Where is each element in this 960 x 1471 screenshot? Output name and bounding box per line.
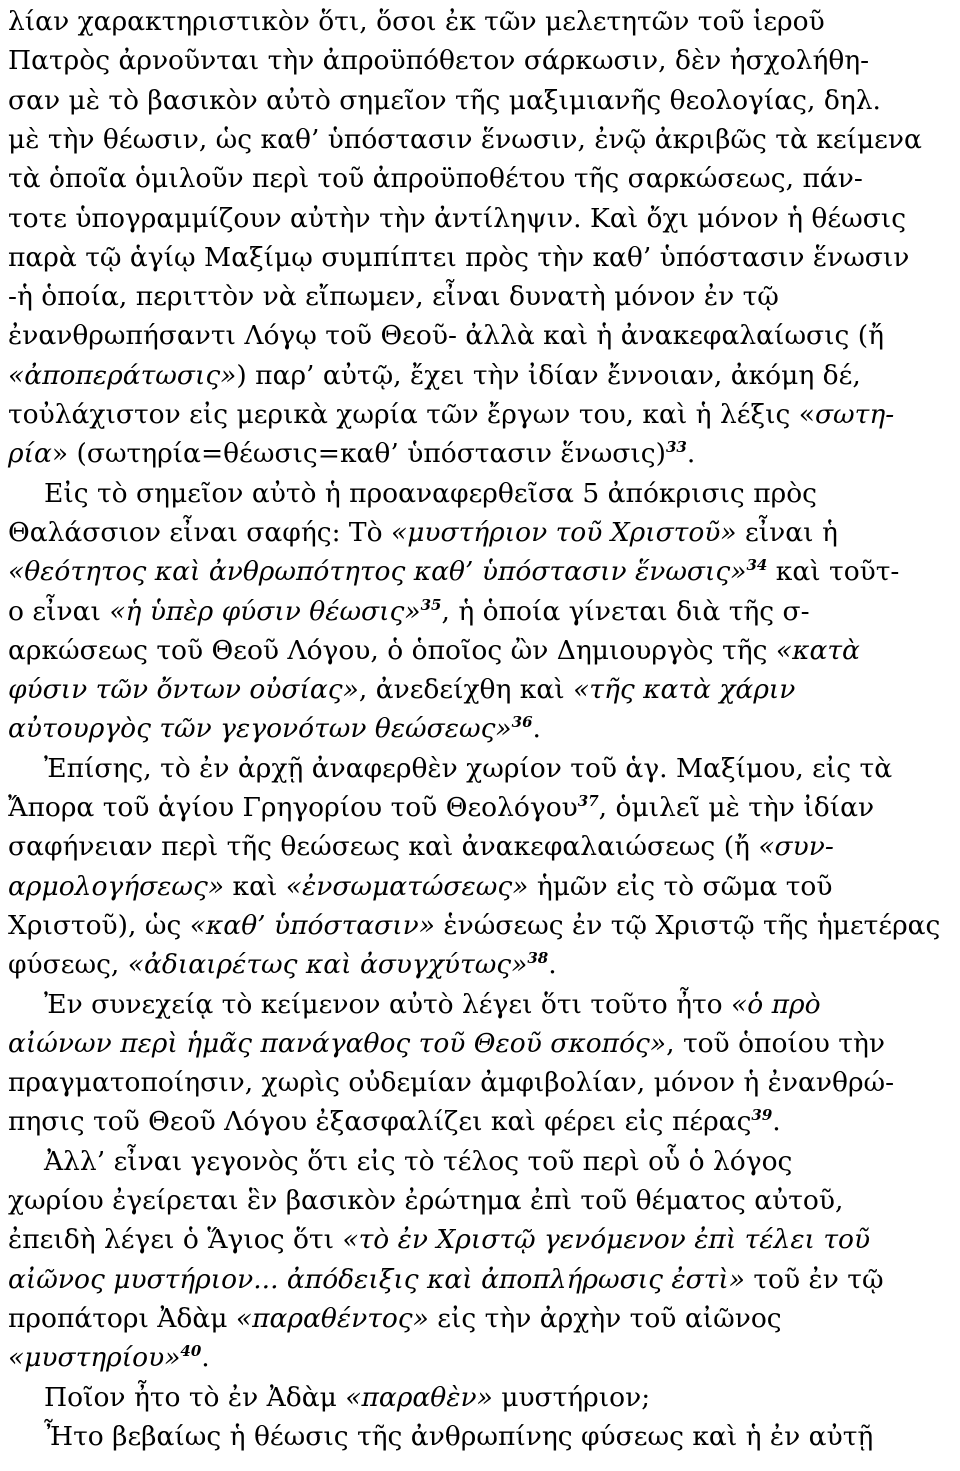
italic-text: «μυστηρίου» [8, 1342, 181, 1374]
text-run: Ποῖον ἦτο τὸ ἐν Ἀδὰμ [44, 1381, 346, 1413]
italic-text: αἰώνων περὶ ἡμᾶς πανάγαθος τοῦ Θεοῦ σκοπός» [8, 1027, 667, 1059]
text-run: πησις τοῦ Θεοῦ Λόγου ἐξασφαλίζει καὶ φέρει εἰς πέρας [8, 1106, 752, 1138]
italic-text: «καθ’ ὑπόστασιν» [189, 909, 435, 941]
text-run: σαν μὲ τὸ βασικὸν αὐτὸ σημεῖον τῆς μαξιμιανῆς θεολογίας, δηλ. [8, 84, 881, 116]
text-line [8, 120, 922, 160]
text-line [8, 238, 909, 278]
italic-text: «θεότητος καὶ ἀνθρωπότητος καθ’ ὑπόστασιν ἕνωσις» [8, 556, 747, 588]
text-run: . [201, 1342, 210, 1374]
text-run: . [548, 949, 557, 981]
italic-text: «ἀποπεράτωσις» [8, 359, 237, 391]
text-line [44, 474, 817, 514]
text-line [8, 827, 834, 867]
text-line [8, 1024, 885, 1064]
text-line [8, 41, 869, 81]
text-line [8, 1063, 894, 1103]
text-line [44, 749, 892, 789]
text-run: , ἡ ὁποία γίνεται διὰ τῆς σ- [441, 595, 810, 627]
text-line [8, 1299, 782, 1339]
text-run: πραγματοποίησιν, χωρὶς οὐδεμίαν ἀμφιβολίαν, μόνον ἡ ἐνανθρώ- [8, 1067, 895, 1099]
text-run: . [772, 1106, 781, 1138]
text-run: ἐνανθρωπήσαντι Λόγῳ τοῦ Θεοῦ- ἀλλὰ καὶ ἡ ἀνακεφαλαίωσις (ἤ [8, 320, 885, 352]
footnote-ref: 38 [527, 949, 549, 968]
text-line [8, 81, 881, 121]
footnote-ref: 34 [746, 556, 768, 575]
text-line [44, 1417, 873, 1457]
text-run: ) παρ’ αὐτῷ, ἔχει τὴν ἰδίαν ἔννοιαν, ἀκόμη δέ, [236, 359, 861, 391]
text-run: Εἰς τὸ σημεῖον αὐτὸ ἡ προαναφερθεῖσα 5 ἀπόκρισις πρὸς [44, 477, 817, 509]
text-line [8, 592, 810, 632]
text-line [8, 434, 695, 474]
italic-text: «παραθέντος» [235, 1302, 429, 1334]
text-run: εἰς τὴν ἀρχὴν τοῦ αἰῶνος [428, 1302, 782, 1334]
italic-text: «τῆς κατὰ χάριν [573, 674, 796, 706]
text-run: μὲ τὴν θέωσιν, ὡς καθ’ ὑπόστασιν ἕνωσιν, ἐνῷ ἀκριβῶς τὰ κείμενα [8, 123, 922, 155]
text-run: λίαν χαρακτηριστικὸν ὅτι, ὅσοι ἐκ τῶν μελετητῶν τοῦ ἱεροῦ [8, 6, 825, 37]
text-line [44, 1378, 650, 1418]
italic-text: αὐτουργὸς τῶν γεγονότων θεώσεως» [8, 713, 512, 745]
text-run: μυστήριον; [492, 1381, 651, 1413]
text-run: Ἄπορα τοῦ ἁγίου Γρηγορίου τοῦ Θεολόγου [8, 792, 578, 823]
text-line [8, 513, 838, 553]
text-run: τοὐλάχιστον εἰς μερικὰ χωρία τῶν ἔργων του, καὶ ἡ λέξις « [8, 399, 815, 430]
text-run: καὶ [224, 870, 286, 902]
text-run: ἑνώσεως ἐν τῷ Χριστῷ τῆς ἡμετέρας [434, 909, 941, 941]
text-line [8, 316, 884, 356]
footnote-ref: 35 [420, 595, 442, 614]
footnote-ref: 36 [511, 713, 533, 732]
text-run: Ἐπίσης, τὸ ἐν ἀρχῇ ἀναφερθὲν χωρίον τοῦ ἁγ. Μαξίμου, εἰς τὰ [44, 752, 893, 784]
text-run: » (σωτηρία=θέωσις=καθ’ ὑπόστασιν ἕνωσις) [51, 438, 666, 470]
text-line [8, 1220, 870, 1260]
text-line [8, 1338, 210, 1378]
text-run: Ἦτο βεβαίως ἡ θέωσις τῆς ἀνθρωπίνης φύσεως καὶ ἡ ἐν αὐτῇ [44, 1420, 874, 1452]
text-line [8, 945, 557, 985]
italic-text: «ἀδιαιρέτως καὶ ἀσυγχύτως» [127, 949, 528, 981]
text-line [8, 631, 860, 671]
text-line [44, 1142, 792, 1182]
footnote-ref: 40 [180, 1342, 202, 1361]
text-run: , τοῦ ὁποίου τὴν [666, 1027, 885, 1059]
italic-text: ρία [8, 438, 52, 470]
text-line [8, 1181, 843, 1221]
italic-text: σωτη- [814, 399, 895, 430]
text-line [8, 709, 541, 749]
text-line [8, 670, 795, 710]
italic-text: «ὁ πρὸ [731, 988, 821, 1020]
text-line [8, 552, 899, 592]
text-run: , ὁμιλεῖ μὲ τὴν ἰδίαν [598, 792, 875, 823]
italic-text: «κατὰ [775, 634, 860, 666]
text-run: Πατρὸς ἀρνοῦνται τὴν ἀπροϋπόθετον σάρκωσιν, δὲν ἠσχολήθη- [8, 45, 870, 77]
text-run: σαφήνειαν περὶ τῆς θεώσεως καὶ ἀνακεφαλαιώσεως (ἤ [8, 831, 759, 863]
italic-text: «μυστήριον τοῦ Χριστοῦ» [390, 516, 737, 548]
text-run: χωρίου ἐγείρεται ἓν βασικὸν ἐρώτημα ἐπὶ τοῦ θέματος αὐτοῦ, [8, 1185, 844, 1216]
text-run: Θαλάσσιον εἶναι σαφής: Τὸ [8, 516, 391, 548]
text-run: Χριστοῦ), ὡς [8, 909, 190, 941]
text-line [8, 867, 832, 907]
text-run: τὰ ὁποῖα ὁμιλοῦν περὶ τοῦ ἀπροϋποθέτου τῆς σαρκώσεως, πάν- [8, 163, 863, 195]
text-run: ἡμῶν εἰς τὸ σῶμα τοῦ [528, 870, 833, 902]
italic-text: «ἐνσωματώσεως» [285, 870, 529, 902]
text-line [8, 356, 861, 396]
text-line [8, 277, 779, 317]
text-line [8, 1260, 884, 1300]
text-run: , ἀνεδείχθη καὶ [358, 674, 574, 706]
footnote-ref: 39 [751, 1106, 773, 1125]
text-run: προπάτορι Ἀδὰμ [8, 1302, 236, 1334]
text-run: καὶ τοῦτ- [767, 556, 900, 588]
text-run: εἶναι ἡ [736, 516, 838, 548]
text-run: αρκώσεως τοῦ Θεοῦ Λόγου, ὁ ὁποῖος ὢν Δημιουργὸς τῆς [8, 634, 776, 666]
italic-text: αρμολογήσεως» [8, 870, 225, 902]
text-run: ο εἶναι [8, 595, 110, 627]
text-run: Ἀλλ’ εἶναι γεγονὸς ὅτι εἰς τὸ τέλος τοῦ περὶ οὗ ὁ λόγος [44, 1145, 793, 1177]
text-line [8, 906, 940, 946]
text-run: τοτε ὑπογραμμίζουν αὐτὴν τὴν ἀντίληψιν. Καὶ ὄχι μόνον ἡ θέωσις [8, 202, 907, 234]
text-run: . [532, 713, 541, 745]
text-run: Ἐν συνεχείᾳ τὸ κείμενον αὐτὸ λέγει ὅτι τοῦτο ἦτο [44, 988, 731, 1020]
italic-text: φύσιν τῶν ὄντων οὐσίας» [8, 674, 359, 706]
italic-text: αἰῶνος μυστήριον... ἀπόδειξις καὶ ἀποπλήρωσις ἐστὶ» [8, 1263, 745, 1295]
italic-text: «παραθὲν» [345, 1381, 493, 1413]
text-line [8, 199, 906, 239]
text-line [8, 159, 863, 199]
text-run: -ἡ ὁποία, περιττὸν νὰ εἴπωμεν, εἶναι δυνατὴ μόνον ἐν τῷ [8, 281, 779, 313]
italic-text: «ἡ ὑπὲρ φύσιν θέωσις» [109, 595, 421, 627]
text-line [8, 395, 894, 435]
footnote-ref: 33 [665, 438, 687, 457]
text-run: . [686, 438, 696, 470]
text-line [44, 985, 821, 1025]
italic-text: «συν- [758, 831, 834, 863]
text-run: παρὰ τῷ ἁγίῳ Μαξίμῳ συμπίπτει πρὸς τὴν καθ’ ὑπόστασιν ἕνωσιν [8, 241, 910, 273]
text-run: τοῦ ἐν τῷ [744, 1263, 884, 1295]
text-line [8, 2, 825, 42]
text-run: ἐπειδὴ λέγει ὁ Ἅγιος ὅτι [8, 1224, 343, 1256]
footnote-ref: 37 [577, 792, 599, 811]
italic-text: «τὸ ἐν Χριστῷ γενόμενον ἐπὶ τέλει τοῦ [342, 1224, 871, 1256]
text-line [8, 788, 874, 828]
text-run: φύσεως, [8, 949, 128, 981]
text-line [8, 1102, 781, 1142]
